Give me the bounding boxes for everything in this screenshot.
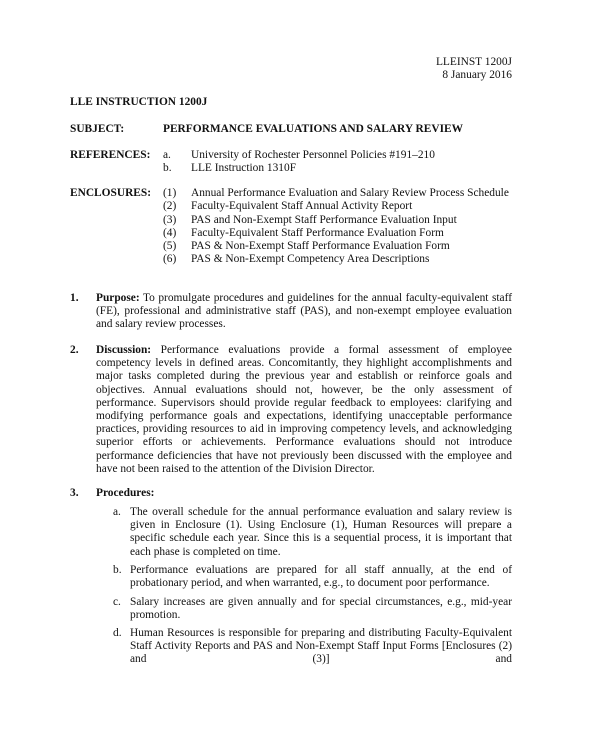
enclosure-mark: (5): [163, 240, 177, 253]
enclosure-text: PAS & Non-Exempt Staff Performance Evaluation Form: [191, 240, 450, 253]
section-number: 1.: [70, 292, 79, 304]
enclosure-text: Faculty-Equivalent Staff Performance Evaluation Form: [191, 226, 444, 239]
doc-title: LLE INSTRUCTION 1200J: [70, 96, 208, 108]
references-label: REFERENCES:: [70, 149, 151, 161]
reference-item: [163, 149, 435, 162]
section-text: Performance evaluations provide a formal assessment of employee competency levels in defined areas. Concomitantly, they highlight accomplishments and major tasks completed during the previous year and establish or reinforce goals and objectives. Annual evaluations should not, however, be the only assessment of performance. Supervisors should provide regular feedback to employees: clarifying and modifying performance goals and expectations, identifying unacceptable performance practices, providing resources to aid in improving competency levels, and acknowledging superior efforts or achievements. Performance evaluations should not introduce performance deficiencies that have not previously been discussed with the employee and have not been raised to the attention of the Division Director.: [96, 344, 512, 475]
procedure-mark: c.: [113, 596, 121, 608]
enclosure-item: [163, 240, 523, 253]
procedure-text: Human Resources is responsible for preparing and distributing Faculty-Equivalent Staff Activity Reports and PAS and Non-Exempt Staff Input Forms [Enclosures (2) and (3)] and: [130, 627, 512, 666]
procedure-text: Salary increases are given annually and for special circumstances, e.g., mid-year promotion.: [130, 596, 512, 622]
enclosure-mark: (2): [163, 200, 177, 213]
enclosure-text: Faculty-Equivalent Staff Annual Activity Report: [191, 200, 413, 213]
subject-label: SUBJECT:: [70, 123, 125, 135]
enclosures-list: [163, 187, 523, 267]
section-heading: Purpose:: [96, 292, 140, 304]
purpose-paragraph: [96, 292, 512, 332]
enclosures-label: ENCLOSURES:: [70, 187, 152, 199]
doc-id: LLEINST 1200J: [435, 56, 512, 68]
enclosure-mark: (3): [163, 213, 177, 226]
enclosure-text: Annual Performance Evaluation and Salary Review Process Schedule: [191, 187, 509, 199]
reference-mark: a.: [163, 149, 171, 161]
section-number: 2.: [70, 344, 79, 356]
procedure-mark: b.: [113, 564, 122, 576]
discussion-paragraph: [96, 344, 512, 476]
section-heading: Procedures:: [96, 487, 155, 499]
reference-mark: b.: [163, 162, 172, 174]
enclosure-mark: (4): [163, 226, 177, 239]
enclosure-text: PAS and Non-Exempt Staff Performance Evaluation Input: [191, 213, 457, 226]
section-number: 3.: [70, 487, 79, 499]
enclosure-item: [163, 227, 523, 240]
reference-text: LLE Instruction 1310F: [191, 162, 297, 174]
procedure-text: Performance evaluations are prepared for all staff annually, at the end of probationary period, and when warranted, e.g., to document poor performance.: [130, 564, 512, 590]
doc-date: 8 January 2016: [442, 69, 512, 82]
enclosure-text: PAS & Non-Exempt Competency Area Descriptions: [191, 253, 430, 266]
enclosure-mark: (1): [163, 187, 177, 199]
reference-text: University of Rochester Personnel Policies #191–210: [191, 149, 435, 161]
subject-value: PERFORMANCE EVALUATIONS AND SALARY REVIEW: [163, 123, 464, 135]
enclosure-item: [163, 200, 523, 213]
section-heading: Discussion:: [96, 344, 152, 356]
procedure-text: The overall schedule for the annual performance evaluation and salary review is given in Enclosure (1). Using Enclosure (1), Human Resources will prepare a specific schedule each year. Since this is a sequential process, it is important that each phase is completed on time.: [130, 506, 512, 558]
section-text: To promulgate procedures and guidelines for the annual faculty-equivalent staff (FE), professional and administrative staff (PAS), and non-exempt employee evaluation and salary review processes.: [96, 292, 512, 331]
enclosure-item: [163, 214, 523, 227]
enclosure-mark: (6): [163, 253, 177, 266]
procedure-mark: a.: [113, 506, 121, 518]
enclosure-item: [163, 187, 523, 200]
procedure-mark: d.: [113, 627, 122, 639]
reference-item: [163, 162, 297, 175]
doc-header: [436, 56, 512, 82]
enclosure-item: [163, 253, 523, 266]
